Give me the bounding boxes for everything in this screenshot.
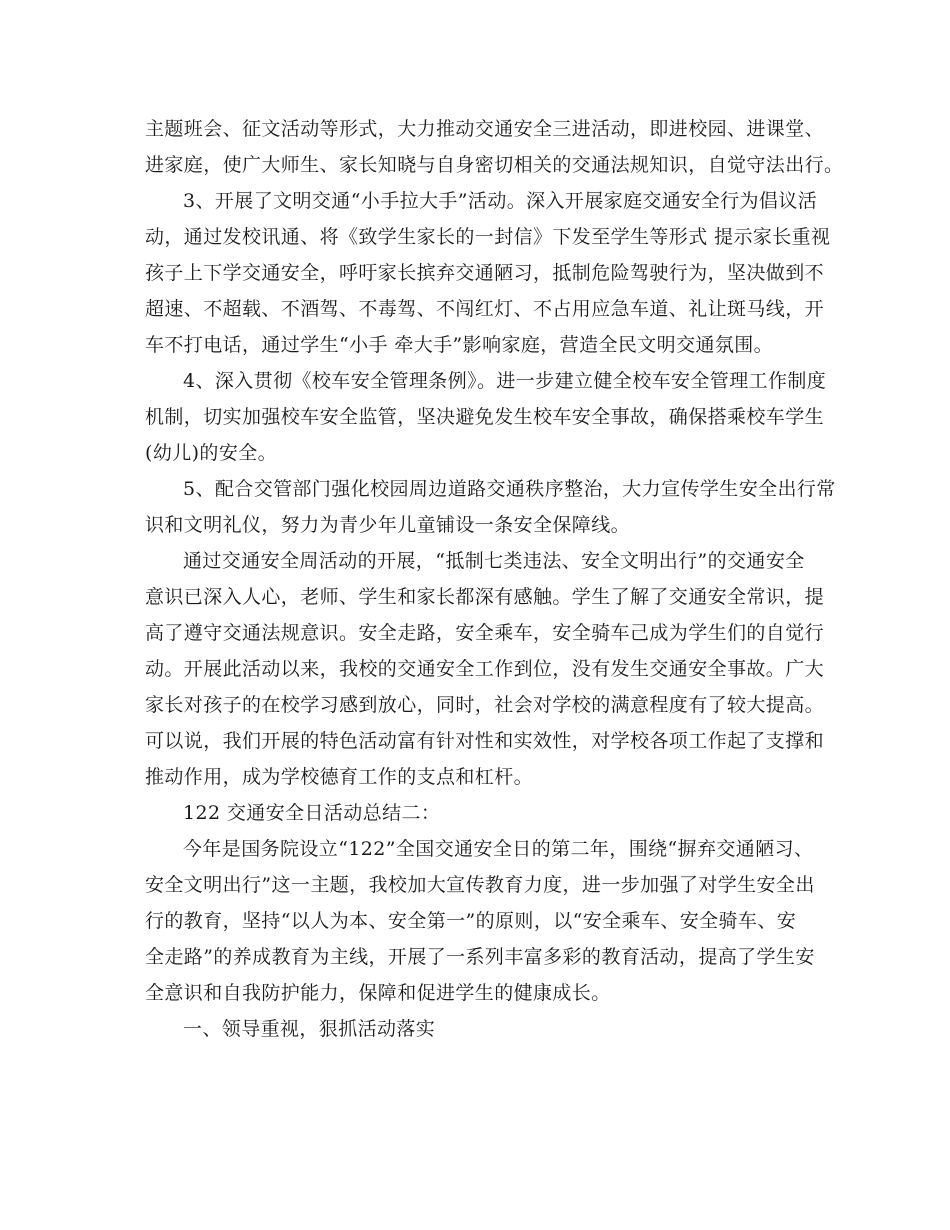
section-heading: 122 交通安全日活动总结二： bbox=[183, 802, 441, 824]
text-line: 行的教育，坚持“以人为本、安全第一”的原则，以“安全乘车、安全骑车、安 bbox=[145, 910, 797, 932]
text-line: 动，通过发校讯通、将《致学生家长的一封信》下发至学生等形式 提示家长重视 bbox=[145, 226, 831, 248]
paragraph-start-line: 4、深入贯彻《校车安全管理条例》。进一步建立健全校车安全管理工作制度 bbox=[183, 370, 827, 392]
text-line: 超速、不超载、不酒驾、不毒驾、不闯红灯、不占用应急车道、礼让斑马线，开 bbox=[145, 298, 825, 320]
text-line: 可以说，我们开展的特色活动富有针对性和实效性，对学校各项工作起了支撑和 bbox=[145, 730, 825, 752]
text-line: 高了遵守交通法规意识。安全走路，安全乘车，安全骑车己成为学生们的自觉行 bbox=[145, 622, 825, 644]
text-line: 安全文明出行”这一主题，我校加大宣传教育力度，进一步加强了对学生安全出 bbox=[145, 874, 815, 896]
text-line: 意识已深入人心，老师、学生和家长都深有感触。学生了解了交通安全常识，提 bbox=[145, 586, 825, 608]
text-line: 全走路”的养成教育为主线，开展了一系列丰富多彩的教育活动，提高了学生安 bbox=[145, 946, 815, 968]
text-line: 机制，切实加强校车安全监管，坚决避免发生校车安全事故，确保搭乘校车学生 bbox=[145, 406, 825, 428]
text-line: 主题班会、征文活动等形式，大力推动交通安全三进活动，即进校园、进课堂、 bbox=[145, 118, 825, 140]
text-line: 全意识和自我防护能力，保障和促进学生的健康成长。 bbox=[145, 982, 611, 1004]
text-line: 识和文明礼仪，努力为青少年儿童铺设一条安全保障线。 bbox=[145, 514, 631, 536]
text-line: 家长对孩子的在校学习感到放心，同时，社会对学校的满意程度有了较大提高。 bbox=[145, 694, 825, 716]
text-line: (幼儿)的安全。 bbox=[145, 442, 278, 464]
paragraph-start-line: 通过交通安全周活动的开展，“抵制七类违法、安全文明出行”的交通安全 bbox=[183, 550, 805, 572]
text-line: 进家庭，使广大师生、家长知晓与自身密切相关的交通法规知识，自觉守法出行。 bbox=[145, 154, 844, 176]
paragraph-start-line: 今年是国务院设立“122”全国交通安全日的第二年，围绕“摒弃交通陋习、 bbox=[183, 838, 814, 860]
text-line: 车不打电话，通过学生“小手 牵大手”影响家庭，营造全民文明交通氛围。 bbox=[145, 334, 774, 356]
text-line: 孩子上下学交通安全，呼吁家长摈弃交通陋习，抵制危险驾驶行为，坚决做到不 bbox=[145, 262, 825, 284]
text-line: 动。开展此活动以来，我校的交通安全工作到位，没有发生交通安全事故。广大 bbox=[145, 658, 825, 680]
paragraph-start-line: 3、开展了文明交通“小手拉大手”活动。深入开展家庭交通安全行为倡议活 bbox=[183, 190, 818, 212]
section-heading: 一、领导重视，狠抓活动落实 bbox=[183, 1018, 436, 1040]
text-line: 推动作用，成为学校德育工作的支点和杠杆。 bbox=[145, 766, 534, 788]
paragraph-start-line: 5、配合交管部门强化校园周边道路交通秩序整治，大力宣传学生安全出行常 bbox=[183, 478, 836, 500]
